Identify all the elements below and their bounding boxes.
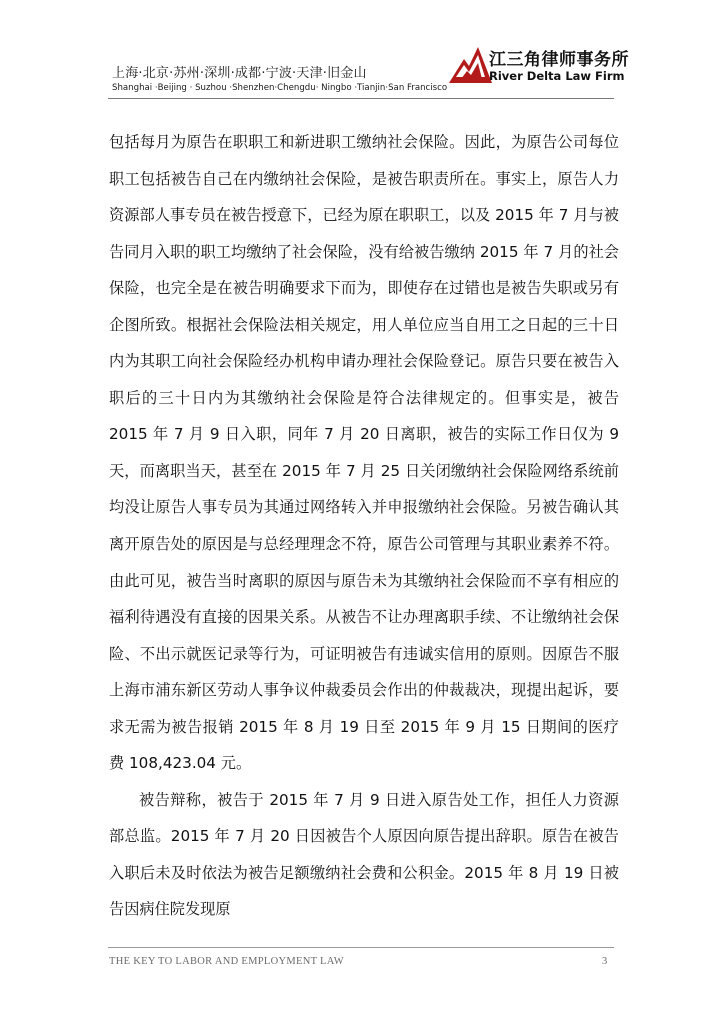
page-header [0, 0, 724, 100]
firm-name-chinese: 江三角律师事务所 [489, 50, 629, 70]
body-paragraph-2: 被告辩称，被告于 2015 年 7 月 9 日进入原告处工作，担任人力资源部总监。2015 年 7 月 20 日因被告个人原因向原告提出辞职。原告在被告入职后未及时依法为被告足额缴纳社会费和公积金。2015 年 8 月 19 日被告因病住院发现原 [109, 790, 619, 919]
footer-divider [108, 947, 614, 948]
firm-name-english: River Delta Law Firm [489, 69, 625, 83]
office-cities-chinese: 上海·北京·苏州·深圳·成都·宁波·天津·旧金山 [112, 66, 367, 81]
mountain-logo-icon [447, 44, 493, 84]
office-cities-english: Shanghai ·Beijing · Suzhou ·Shenzhen·Chengdu· Ningbo ·Tianjin·San Francisco [112, 83, 448, 93]
page-number: 3 [602, 956, 608, 967]
document-body [109, 124, 619, 928]
header-divider [108, 98, 614, 99]
body-paragraph-1: 包括每月为原告在职职工和新进职工缴纳社会保险。因此，为原告公司每位职工包括被告自己在内缴纳社会保险，是被告职责所在。事实上，原告人力资源部人事专员在被告授意下，已经为原在职职工，以及 2015 年 7 月与被告同月入职的职工均缴纳了社会保险，没有给被告缴纳 2015 年 7 月的社会保险，也完全是在被告明确要求下而为，即使存在过错也是被告失职或另有企图所致。根据社会保险法相关规定，用人单位应当自用工之日起的三十日内为其职工向社会保险经办机构申请办理社会保险登记。原告只要在被告入职后的三十日内为其缴纳社会保险是符合法律规定的。但事实是，被告 2015 年 7 月 9 日入职，同年 7 月 20 日离职，被告的实际工作日仅为 9 天，而离职当天，甚至在 2015 年 7 月 25 日关闭缴纳社会保险网络系统前均没让原告人事专员为其通过网络转入并申报缴纳社会保险。另被告确认其离开原告处的原因是与总经理理念不符，原告公司管理与其职业素养不符。由此可见，被告当时离职的原因与原告未为其缴纳社会保险而不享有相应的福利待遇没有直接的因果关系。从被告不让办理离职手续、不让缴纳社会保险、不出示就医记录等行为，可证明被告有违诚实信用的原则。因原告不服上海市浦东新区劳动人事争议仲裁委员会作出的仲裁裁决，现提出起诉，要求无需为被告报销 2015 年 8 月 19 日至 2015 年 9 月 15 日期间的医疗费 108,423.04 元。 [109, 133, 619, 773]
footer-title: THE KEY TO LABOR AND EMPLOYMENT LAW [109, 956, 345, 967]
